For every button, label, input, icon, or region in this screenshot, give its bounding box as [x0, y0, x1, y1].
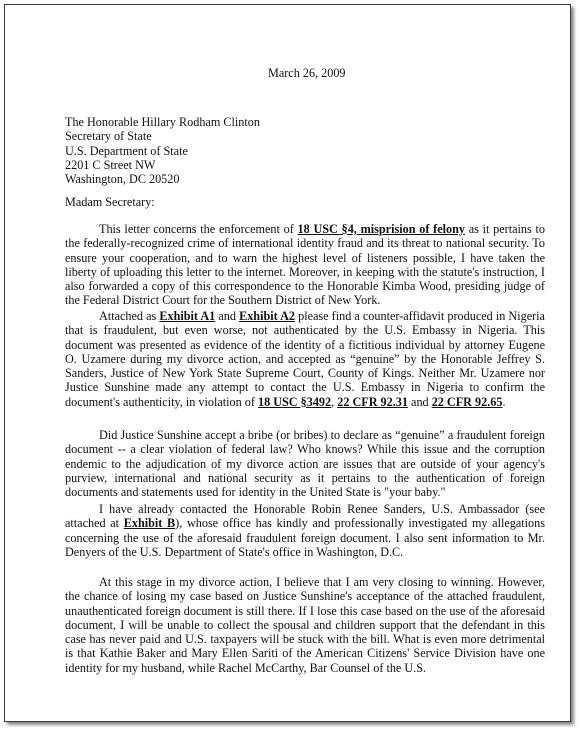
recipient-name: The Honorable Hillary Rodham Clinton: [65, 115, 260, 129]
paragraph-2-text-c: please find a counter-affidavit produced in Nigeria that is fraudulent, but even worse, not authenticated by the U.S. Embassy in Nigeria. This document was presented as evidence of the identity of a fictitious individual by attorney Eugene O. Uzamere during my divorce action, and accepted as “genuine” by the Honorable Jeffrey S. Sanders, Justice of New York State Supreme Court, County of Kings. Neither Mr. Uzamere nor Justice Sunshine made any attempt to contact the U.S. Embassy in Nigeria to confirm the document's authenticity, in violation of: [65, 309, 545, 409]
recipient-department: U.S. Department of State: [65, 143, 188, 158]
paragraph-1-text-b: as it pertains to the federally-recognized crime of international identity fraud and its threat to national security. To ensure your cooperation, and to warn the highest level of listeners possible, I have taken the liberty of uploading this letter to the internet. Moreover, in keeping with the statute's instruction, I also forwarded a copy of this correspondence to the Honorable Kimba Wood, presiding judge of the Federal District Court for the Southern District of New York.: [65, 222, 545, 308]
paragraph-4: [65, 502, 545, 559]
paragraph-2: [65, 309, 545, 409]
paragraph-2-text-d: ,: [331, 394, 338, 409]
citation-22-cfr-92-65: 22 CFR 92.65: [431, 394, 503, 409]
paragraph-4-text-a: I have already contacted the Honorable Robin Renee Sanders, U.S. Ambassador (see attached at: [65, 502, 545, 531]
exhibit-a1-reference: Exhibit A1: [159, 309, 216, 323]
letter-page: [4, 4, 571, 722]
paragraph-2-text-b: and: [215, 309, 240, 323]
recipient-address-block: [65, 115, 260, 186]
citation-22-cfr-92-31: 22 CFR 92.31: [337, 394, 408, 409]
paragraph-2-text-f: .: [502, 394, 506, 409]
exhibit-b-reference: Exhibit B: [123, 516, 176, 531]
salutation: Madam Secretary:: [65, 195, 155, 209]
paragraph-1-text-a: This letter concerns the enforcement of: [99, 222, 298, 236]
exhibit-a2-reference: Exhibit A2: [239, 309, 296, 323]
recipient-street: 2201 C Street NW: [65, 157, 156, 172]
paragraph-1: [65, 222, 545, 308]
paragraph-4-text-b: ), whose office has kindly and professionally investigated my allegations concerning the use of the aforesaid fraudulent foreign document. I also sent information to Mr. Denyers of the U.S. Department of State's office in Washington, D.C.: [65, 516, 545, 559]
citation-18-usc-4: 18 USC §4, misprision of felony: [297, 222, 465, 236]
recipient-title: Secretary of State: [65, 129, 152, 144]
recipient-city: Washington, DC 20520: [65, 172, 180, 187]
paragraph-3: Did Justice Sunshine accept a bribe (or bribes) to declare as “genuine” a fraudulent foreign document -- a clear violation of federal law? Who knows? While this issue and the corruption endemic to the adjudication of my divorce action are issues that are outside of your agency's purview, international and national security as it pertains to the authentication of foreign documents and statements used for identity in the United State is "your baby.": [65, 428, 545, 500]
letter-date: March 26, 2009: [268, 66, 346, 80]
paragraph-5: At this stage in my divorce action, I believe that I am very closing to winning. However, the chance of losing my case based on Justice Sunshine's acceptance of the attached fraudulent, unauthenticated foreign document is still there. If I lose this case based on the use of the aforesaid document, I will be unable to collect the spousal and children support that the defendant in this case has never paid and U.S. taxpayers will be stuck with the bill. What is even more detrimental is that Kathie Baker and Mary Ellen Sariti of the American Citizens' Service Division have one identity for my husband, while Rachel McCarthy, Bar Counsel of the U.S.: [65, 575, 545, 675]
paragraph-2-text-a: Attached as: [99, 309, 160, 323]
paragraph-2-text-e: and: [407, 394, 432, 409]
citation-18-usc-3492: 18 USC §3492: [257, 394, 332, 409]
